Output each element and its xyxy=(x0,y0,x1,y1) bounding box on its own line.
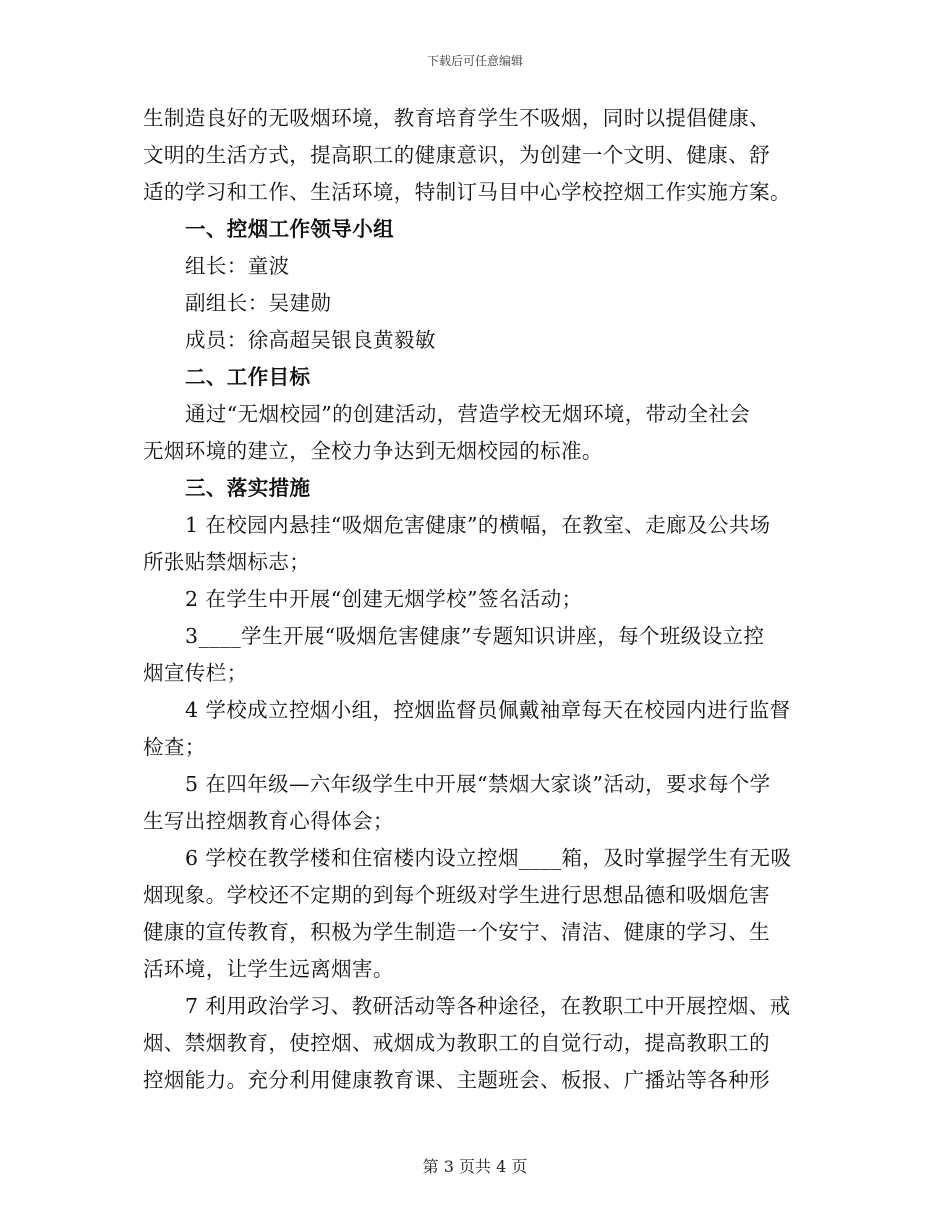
paragraph-line: 烟现象。学校还不定期的到每个班级对学生进行思想品德和吸烟危害 xyxy=(143,883,770,907)
measure-item-line: 3____学生开展“吸烟危害健康”专题知识讲座，每个班级设立控 xyxy=(185,624,765,648)
group-leader-line: 组长：童波 xyxy=(185,254,290,278)
section-heading-measures: 三、落实措施 xyxy=(185,476,311,500)
paragraph-line: 活环境，让学生远离烟害。 xyxy=(143,957,394,981)
members-line: 成员：徐高超吴银良黄毅敏 xyxy=(185,328,436,352)
page-header: 下载后可任意编辑 xyxy=(426,54,523,68)
paragraph-line: 文明的生活方式，提高职工的健康意识，为创建一个文明、健康、舒 xyxy=(143,143,770,167)
paragraph-line: 生写出控烟教育心得体会； xyxy=(143,809,394,833)
paragraph-line: 烟、禁烟教育，使控烟、戒烟成为教职工的自觉行动，提高教职工的 xyxy=(143,1031,770,1055)
paragraph-line: 适的学习和工作、生活环境，特制订马目中心学校控烟工作实施方案。 xyxy=(143,180,791,204)
measure-item-line: 7 利用政治学习、教研活动等各种途径，在教职工中开展控烟、戒 xyxy=(185,994,791,1018)
section-heading-leadership-group: 一、控烟工作领导小组 xyxy=(185,217,394,241)
measure-item-line: 2 在学生中开展“创建无烟学校”签名活动； xyxy=(185,587,583,611)
paragraph-line: 健康的宣传教育，积极为学生制造一个安宁、清洁、健康的学习、生 xyxy=(143,920,770,944)
paragraph-line: 通过“无烟校园”的创建活动，营造学校无烟环境，带动全社会 xyxy=(185,402,751,426)
paragraph-line: 检查； xyxy=(143,735,206,759)
measure-item-line: 6 学校在教学楼和住宿楼内设立控烟____箱，及时掌握学生有无吸 xyxy=(185,846,792,870)
deputy-leader-line: 副组长：吴建勋 xyxy=(185,291,332,315)
paragraph-line: 所张贴禁烟标志； xyxy=(143,550,311,574)
document-body xyxy=(143,100,815,1099)
paragraph-line: 烟宣传栏； xyxy=(143,661,248,685)
page-number-footer: 第 3 页共 4 页 xyxy=(422,1157,528,1176)
paragraph-line: 控烟能力。充分利用健康教育课、主题班会、板报、广播站等各种形 xyxy=(143,1068,770,1092)
measure-item-line: 1 在校园内悬挂“吸烟危害健康”的横幅，在教室、走廊及公共场 xyxy=(185,513,771,537)
paragraph-line: 生制造良好的无吸烟环境，教育培育学生不吸烟，同时以提倡健康、 xyxy=(143,106,770,130)
section-heading-goals: 二、工作目标 xyxy=(185,365,311,389)
measure-item-line: 4 学校成立控烟小组，控烟监督员佩戴袖章每天在校园内进行监督 xyxy=(185,698,791,722)
paragraph-line: 无烟环境的建立，全校力争达到无烟校园的标准。 xyxy=(143,439,603,463)
measure-item-line: 5 在四年级—六年级学生中开展“禁烟大家谈”活动，要求每个学 xyxy=(185,772,771,796)
